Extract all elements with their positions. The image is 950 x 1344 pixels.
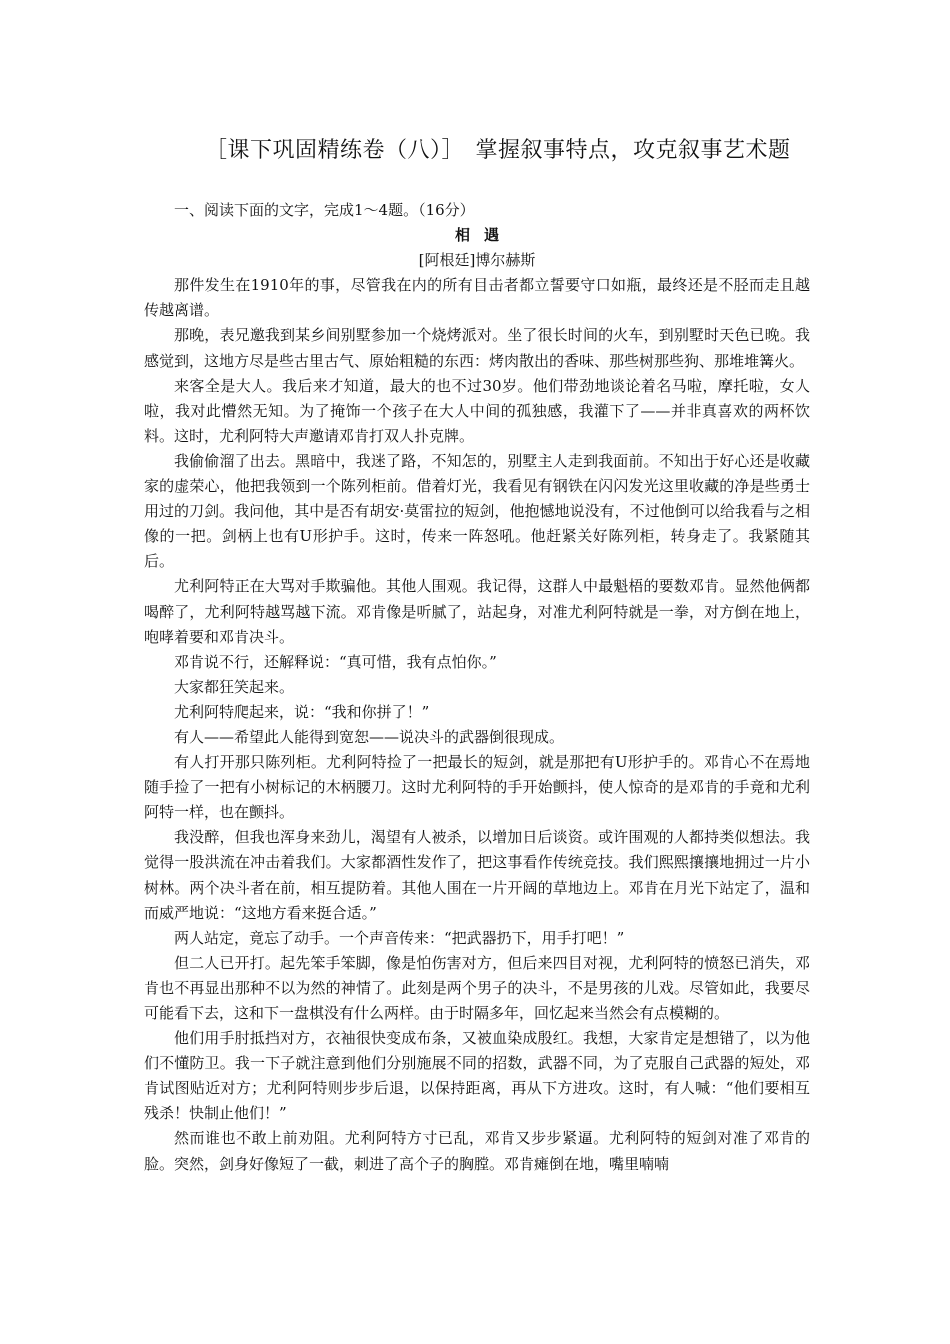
paragraph: 我偷偷溜了出去。黑暗中，我迷了路，不知怎的，别墅主人走到我面前。不知出于好心还是收藏家的虚荣心，他把我领到一个陈列柜前。借着灯光，我看见有钢铁在闪闪发光这里收藏的净是些勇士用过的刀剑。我问他，其中是否有胡安·莫雷拉的短剑，他抱憾地说没有，不过他倒可以给我看与之相像的一把。剑柄上也有U形护手。这时，传来一阵怒吼。他赶紧关好陈列柜，转身走了。我紧随其后。: [144, 451, 810, 571]
question-instruction: 一、阅读下面的文字，完成1～4题。（16分）: [174, 201, 475, 219]
story-author: [阿根廷]博尔赫斯: [418, 251, 536, 270]
paragraph: 大家都狂笑起来。: [174, 677, 295, 696]
paragraph: 那晚，表兄邀我到某乡间别墅参加一个烧烤派对。坐了很长时间的火车，到别墅时天色已晚。我感觉到，这地方尽是些古里古气、原始粗糙的东西：烤肉散出的香味、那些树那些狗、那堆堆篝火。: [144, 326, 810, 370]
paragraph: 两人站定，竟忘了动手。一个声音传来：“把武器扔下，用手打吧！”: [174, 928, 625, 947]
paragraph: 尤利阿特爬起来，说：“我和你拼了！”: [174, 702, 430, 721]
paragraph: 有人打开那只陈列柜。尤利阿特捡了一把最长的短剑，就是那把有U形护手的。邓肯心不在焉地随手捡了一把有小树标记的木柄腰刀。这时尤利阿特的手开始颤抖，使人惊奇的是邓肯的手竟和尤利阿特一样，也在颤抖。: [144, 753, 810, 822]
paragraph: 然而谁也不敢上前劝阻。尤利阿特方寸已乱，邓肯又步步紧逼。尤利阿特的短剑对准了邓肯的脸。突然，剑身好像短了一截，刺进了高个子的胸膛。邓肯瘫倒在地，嘴里喃喃: [144, 1129, 810, 1173]
story-title: 相遇: [454, 226, 513, 245]
paragraph: 我没醉，但我也浑身来劲儿，渴望有人被杀，以增加日后谈资。或许围观的人都持类似想法。我觉得一股洪流在冲击着我们。大家都酒性发作了，把这事看作传统竞技。我们熙熙攘攘地拥过一片小树林。两个决斗者在前，相互提防着。其他人围在一片开阔的草地边上。邓肯在月光下站定了，温和而威严地说：“这地方看来挺合适。”: [144, 828, 810, 922]
page-title: ［课下巩固精练卷（八）］ 掌握叙事特点，攻克叙事艺术题: [205, 138, 791, 163]
paragraph: 尤利阿特正在大骂对手欺骗他。其他人围观。我记得，这群人中最魁梧的要数邓肯。显然他俩都喝醉了，尤利阿特越骂越下流。邓肯像是听腻了，站起身，对准尤利阿特就是一拳，对方倒在地上，咆哮着要和邓肯决斗。: [144, 577, 810, 646]
paragraph: 但二人已开打。起先笨手笨脚，像是怕伤害对方，但后来四目对视，尤利阿特的愤怒已消失，邓肯也不再显出那种不以为然的神情了。此刻是两个男子的决斗，不是男孩的儿戏。尽管如此，我要尽可能看下去，这和下一盘棋没有什么两样。由于时隔多年，回忆起来当然会有点模糊的。: [144, 953, 810, 1022]
document-body: [144, 198, 810, 1177]
paragraph: 他们用手肘抵挡对方，衣袖很快变成布条，又被血染成殷红。我想，大家肯定是想错了，以为他们不懂防卫。我一下子就注意到他们分别施展不同的招数，武器不同，为了克服自己武器的短处，邓肯试图贴近对方；尤利阿特则步步后退，以保持距离，再从下方进攻。这时，有人喊：“他们要相互残杀！快制止他们！”: [144, 1029, 810, 1123]
paragraph: 来客全是大人。我后来才知道，最大的也不过30岁。他们带劲地谈论着名马啦，摩托啦，女人啦，我对此懵然无知。为了掩饰一个孩子在大人中间的孤独感，我灌下了——并非真喜欢的两杯饮料。这时，尤利阿特大声邀请邓肯打双人扑克牌。: [144, 376, 810, 445]
paragraph: 有人——希望此人能得到宽恕——说决斗的武器倒很现成。: [174, 727, 565, 746]
paragraph: 那件发生在1910年的事，尽管我在内的所有目击者都立誓要守口如瓶，最终还是不胫而走且越传越离谱。: [144, 276, 810, 320]
paragraph: 邓肯说不行，还解释说：“真可惜，我有点怕你。”: [174, 652, 497, 671]
